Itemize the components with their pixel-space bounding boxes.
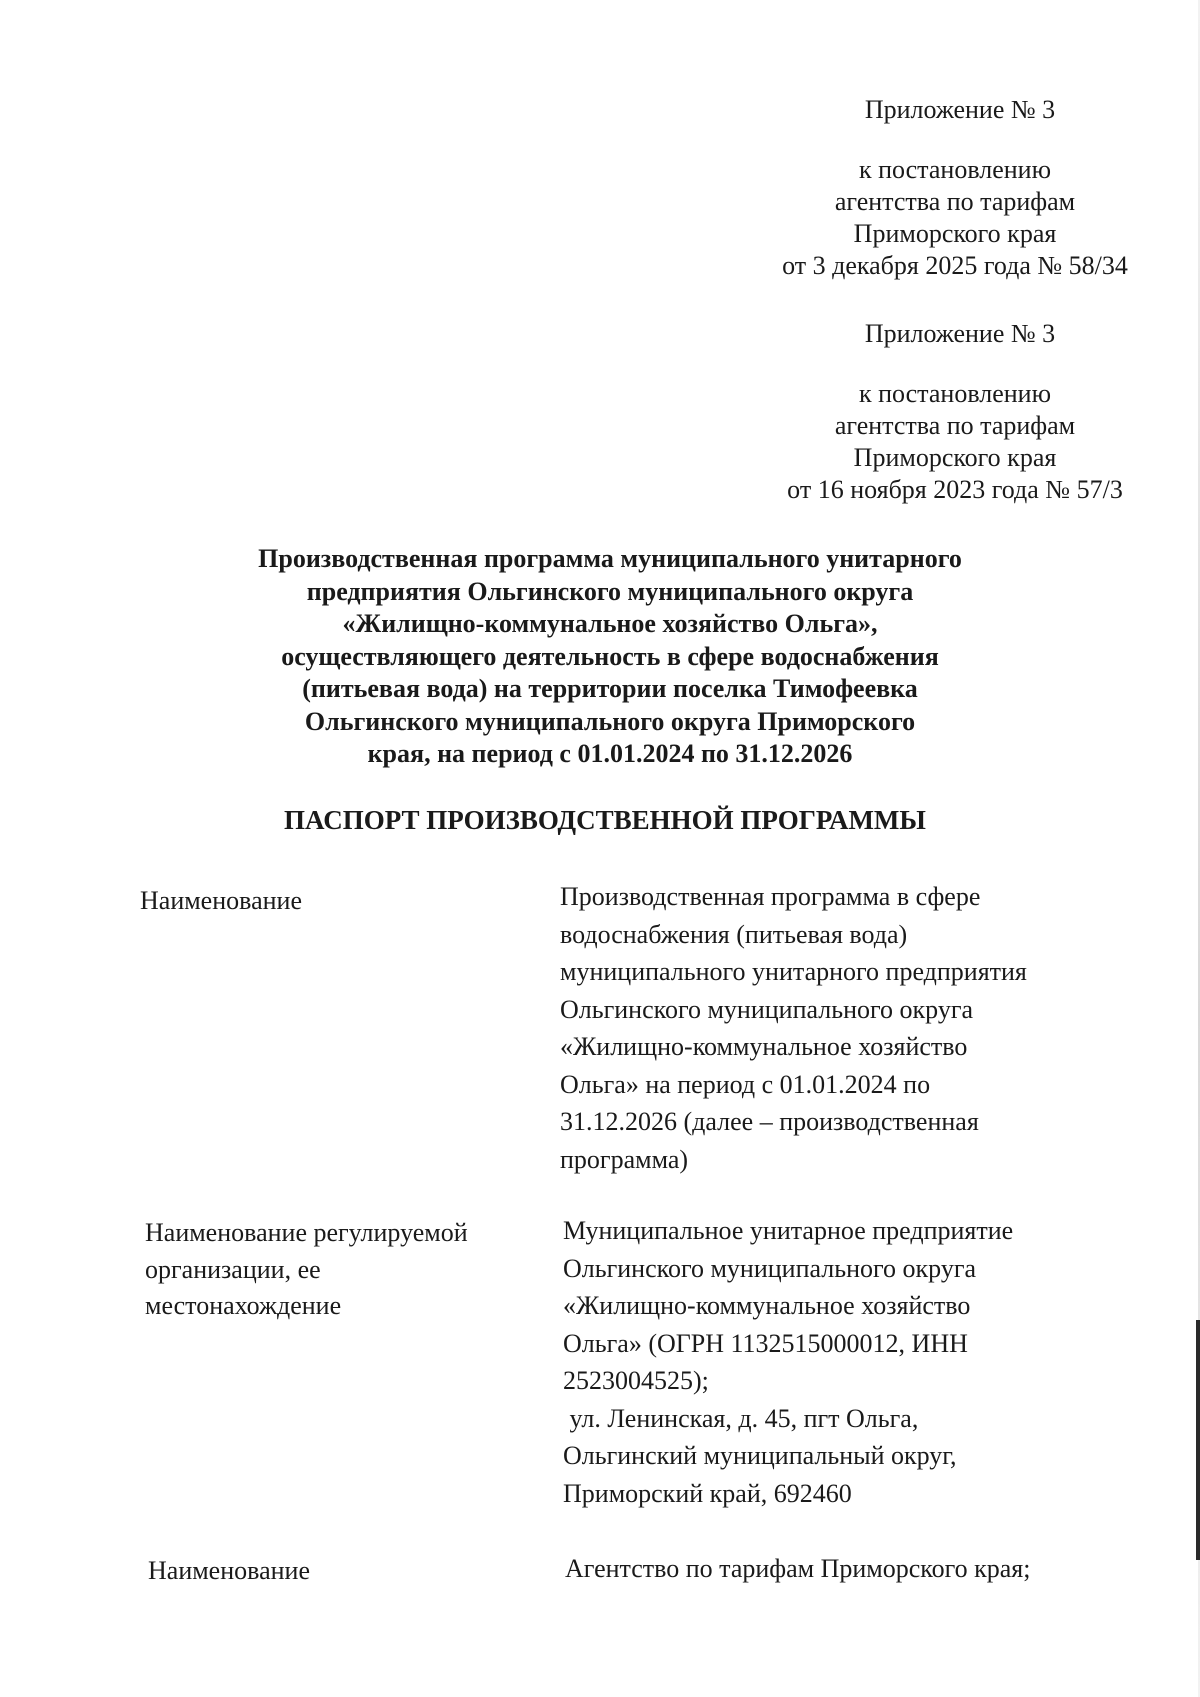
appendix-previous bbox=[700, 318, 1200, 506]
value-line: «Жилищно-коммунальное хозяйство bbox=[563, 1291, 971, 1320]
passport-row-label bbox=[145, 1215, 468, 1325]
passport-heading: ПАСПОРТ ПРОИЗВОДСТВЕННОЙ ПРОГРАММЫ bbox=[284, 805, 926, 835]
title-line: «Жилищно-коммунальное хозяйство Ольга», bbox=[342, 609, 878, 638]
appendix-line: к постановлению bbox=[858, 379, 1052, 408]
passport-row-value bbox=[563, 1212, 1013, 1512]
label-line: Наименование регулируемой bbox=[145, 1218, 468, 1247]
title-line: Производственная программа муниципального унитарного bbox=[258, 544, 962, 573]
passport-row-value bbox=[565, 1550, 1031, 1588]
scan-edge-mark bbox=[1196, 1320, 1200, 1560]
label-line: Наименование bbox=[148, 1556, 310, 1585]
title-line: края, на период с 01.01.2024 по 31.12.2026 bbox=[367, 739, 853, 768]
value-line: Муниципальное унитарное предприятие bbox=[563, 1216, 1014, 1245]
value-line: программа) bbox=[560, 1144, 689, 1174]
value-line: Приморский край, 692460 bbox=[563, 1478, 852, 1508]
value-line: водоснабжения (питьевая вода) bbox=[560, 919, 908, 949]
appendix-line: агентства по тарифам bbox=[834, 187, 1076, 216]
passport-row-label bbox=[148, 1553, 310, 1590]
title-line: Ольгинского муниципального округа Приморского bbox=[304, 706, 916, 736]
title-line: предприятия Ольгинского муниципального округа bbox=[306, 576, 914, 606]
label-line: Наименование bbox=[140, 886, 302, 915]
value-line: ул. Ленинская, д. 45, пгт Ольга, bbox=[563, 1403, 919, 1433]
value-line: «Жилищно-коммунальное хозяйство bbox=[560, 1032, 968, 1061]
appendix-number: Приложение № 3 bbox=[864, 95, 1056, 124]
value-line: Ольга» на период с 01.01.2024 по bbox=[560, 1069, 931, 1099]
passport-row-value bbox=[560, 878, 1027, 1178]
appendix-line: агентства по тарифам bbox=[834, 411, 1076, 440]
appendix-current bbox=[700, 94, 1200, 282]
value-line: Агентство по тарифам Приморского края; bbox=[565, 1554, 1031, 1583]
title-line: (питьевая вода) на территории поселка Тимофеевка bbox=[302, 674, 918, 703]
label-line: организации, ее bbox=[145, 1254, 321, 1284]
value-line: муниципального унитарного предприятия bbox=[560, 957, 1027, 986]
appendix-line: к постановлению bbox=[858, 155, 1052, 184]
value-line: Ольгинского муниципального округа bbox=[560, 994, 974, 1024]
appendix-date: от 16 ноября 2023 года № 57/3 bbox=[787, 475, 1123, 504]
value-line: Ольгинский муниципальный округ, bbox=[563, 1441, 957, 1470]
appendix-number: Приложение № 3 bbox=[864, 319, 1056, 348]
value-line: 31.12.2026 (далее – производственная bbox=[560, 1107, 979, 1136]
title-line: осуществляющего деятельность в сфере водоснабжения bbox=[281, 641, 939, 671]
appendix-line: Приморского края bbox=[853, 443, 1057, 472]
program-title bbox=[200, 543, 1020, 771]
value-line: 2523004525); bbox=[563, 1366, 709, 1395]
label-line: местонахождение bbox=[145, 1291, 342, 1320]
value-line: Производственная программа в сфере bbox=[560, 882, 981, 911]
appendix-line: Приморского края bbox=[853, 219, 1057, 248]
value-line: Ольгинского муниципального округа bbox=[563, 1253, 977, 1283]
appendix-date: от 3 декабря 2025 года № 58/34 bbox=[782, 251, 1128, 280]
passport-row-label bbox=[140, 883, 302, 920]
value-line: Ольга» (ОГРН 1132515000012, ИНН bbox=[563, 1328, 968, 1358]
